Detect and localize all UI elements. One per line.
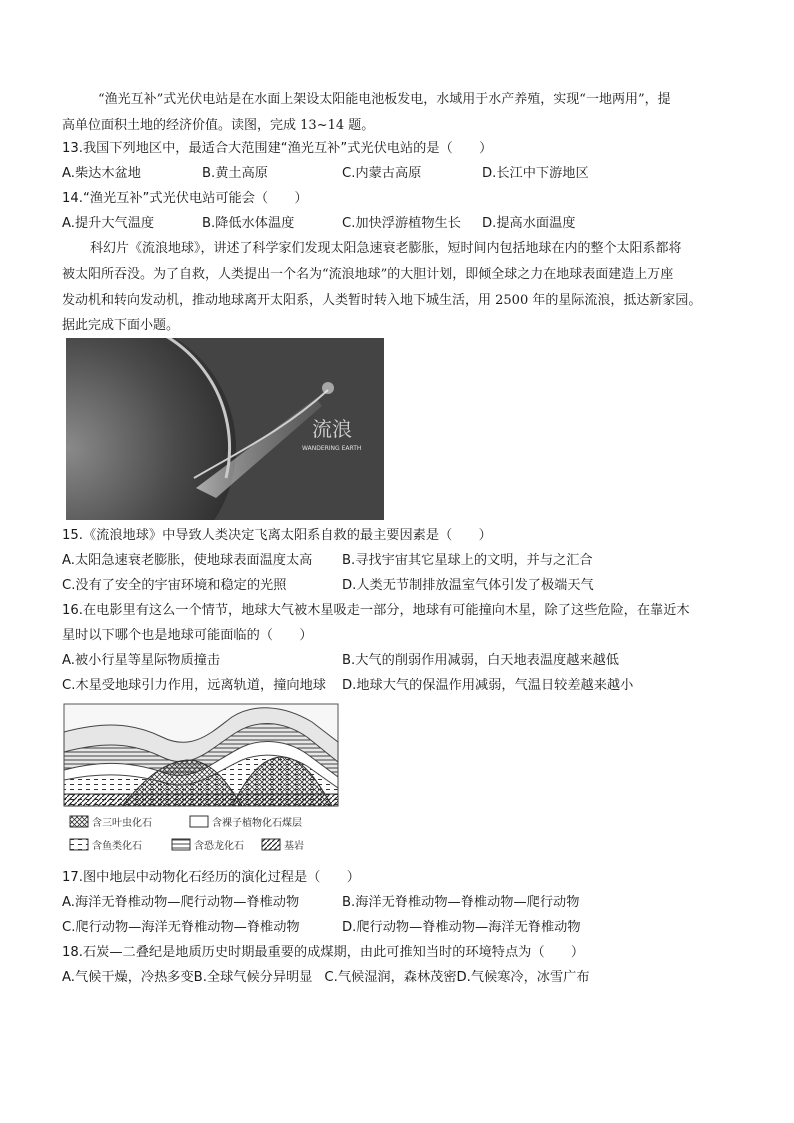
q18-options [62,966,754,990]
q17-option-a: A.海洋无脊椎动物—爬行动物—脊椎动物 [62,895,300,910]
legend-label-fish: 含鱼类化石 [92,841,142,852]
q13-option-c: C.内蒙古高原 [342,166,422,181]
q15-options-row1 [62,549,754,573]
q13-option-a: A.柴达木盆地 [62,166,141,181]
q13-options [62,162,754,186]
q17-options-row1 [62,891,754,915]
strata-diagram [62,702,340,862]
q18-option-b: B.全球气候分异明显 [193,970,313,985]
passage1-line2: 高单位面积土地的经济价值。读图，完成 13~14 题。 [62,118,375,133]
legend-label-bedrock: 基岩 [284,841,304,852]
watermark-logo: 流浪 [312,417,352,441]
q13-stem: 13.我国下列地区中，最适合大范围建“渔光互补”式光伏电站的是（ ） [62,141,493,156]
legend-swatch-trilobite [70,816,88,827]
q13-option-b: B.黄土高原 [202,166,268,181]
q17-options-row2 [62,916,754,940]
legend-swatch-dinosaur [172,839,190,850]
passage2-line3: 发动机和转向发动机，推动地球离开太阳系，人类暂时转入地下城生活，用 2500 年的星际流浪，抵达新家园。 [62,293,702,308]
q16-option-b: B.大气的削弱作用减弱，白天地表温度越来越低 [342,653,619,668]
legend-label-gymnosperm: 含裸子植物化石煤层 [212,818,302,829]
q14-option-b: B.降低水体温度 [202,216,295,231]
q16-option-c: C.木星受地球引力作用，远离轨道，撞向地球 [62,678,326,693]
q18-stem: 18.石炭—二叠纪是地质历史时期最重要的成煤期，由此可推知当时的环境特点为（ ） [62,945,585,960]
q17-option-d: D.爬行动物—脊椎动物—海洋无脊椎动物 [342,920,581,935]
legend-swatch-gymnosperm [190,816,208,827]
passage2-line2: 被太阳所吞没。为了自救，人类提出一个名为“流浪地球”的大胆计划，即倾全球之力在地球表面建造上万座 [62,267,674,282]
q13-option-d: D.长江中下游地区 [482,166,589,181]
q15-option-d: D.人类无节制排放温室气体引发了极端天气 [342,578,594,593]
wandering-earth-image [66,338,384,520]
watermark-subtitle: WANDERING EARTH [302,445,362,452]
q14-option-a: A.提升大气温度 [62,216,155,231]
passage2-line1: 科幻片《流浪地球》，讲述了科学家们发现太阳急速衰老膨胀，短时间内包括地球在内的整个太阳系都将 [90,241,682,256]
q17-option-c: C.爬行动物—海洋无脊椎动物—脊椎动物 [62,920,300,935]
q15-option-a: A.太阳急速衰老膨胀，使地球表面温度太高 [62,553,313,568]
q16-stem-line2: 星时以下哪个也是地球可能面临的（ ） [62,628,313,643]
q14-stem: 14.“渔光互补”式光伏电站可能会（ ） [62,191,308,206]
q18-option-c: C.气候湿润，森林茂密 [324,970,457,985]
q16-option-d: D.地球大气的保温作用减弱，气温日较差越来越小 [342,678,634,693]
legend-label-dinosaur: 含恐龙化石 [194,841,244,852]
legend-swatch-bedrock [262,839,280,850]
q15-options-row2 [62,574,754,598]
legend-label-trilobite: 含三叶虫化石 [92,818,152,829]
q16-options-row2 [62,674,754,698]
q17-option-b: B.海洋无脊椎动物—脊椎动物—爬行动物 [342,895,580,910]
q17-stem: 17.图中地层中动物化石经历的演化过程是（ ） [62,870,360,885]
q15-option-c: C.没有了安全的宇宙环境和稳定的光照 [62,578,287,593]
q14-option-c: C.加快浮游植物生长 [342,216,461,231]
q15-option-b: B.寻找宇宙其它星球上的文明，并与之汇合 [342,553,593,568]
q16-stem-line1: 16.在电影里有这么一个情节，地球大气被木星吸走一部分，地球有可能撞向木星，除了这些危险，在靠近木 [62,603,690,618]
passage2-line4: 据此完成下面小题。 [62,318,180,333]
q14-options [62,212,754,236]
q18-option-d: D.气候寒冷，冰雪广布 [456,970,590,985]
q16-option-a: A.被小行星等星际物质撞击 [62,653,221,668]
q18-option-a: A.气候干燥，冷热多变 [62,970,194,985]
q15-stem: 15.《流浪地球》中导致人类决定飞离太阳系自救的最主要因素是（ ） [62,528,492,543]
q16-options-row1 [62,649,754,673]
q14-option-d: D.提高水面温度 [482,216,576,231]
passage1-line1: “渔光互补”式光伏电站是在水面上架设太阳能电池板发电，水域用于水产养殖，实现“一地两用”，提 [98,92,671,107]
legend-swatch-fish [70,839,88,850]
